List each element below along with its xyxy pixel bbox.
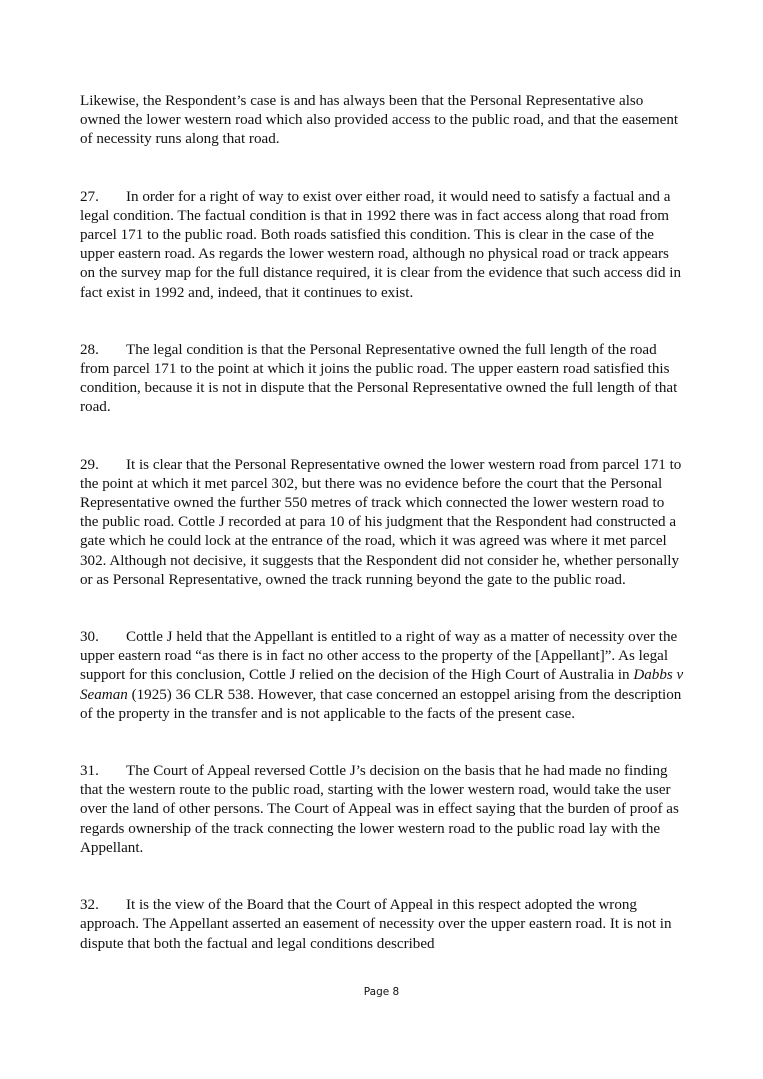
paragraph-text: In order for a right of way to exist over either road, it would need to satisfy a factual and a legal condition. The factual condition is that in 1992 there was in fact access along that road from parcel 171 to the public road. Both roads satisfied this condition. This is clear in the case of the upper eastern road. As regards the lower western road, although no physical road or track appears on the survey map for the full distance required, it is clear from the evidence that such access did in fact exist in 1992 and, indeed, that it continues to exist.	[80, 188, 682, 301]
page-footer	[0, 986, 763, 998]
paragraph-text: It is the view of the Board that the Court of Appeal in this respect adopted the wrong approach. The Appellant asserted an easement of necessity over the upper eastern road. It is not in dispute that both the factual and legal conditions described	[80, 897, 672, 952]
paragraph-32	[80, 896, 686, 954]
paragraph-27	[80, 188, 686, 303]
paragraph-number: 27.	[80, 188, 99, 205]
paragraph-number: 31.	[80, 763, 99, 780]
paragraph-text: Cottle J held that the Appellant is entitled to a right of way as a matter of necessity over the upper eastern road “as there is in fact no other access to the property of the [Appellant]”. As legal support for this conclusion, Cottle J relied on the decision of the High Court of Australia in	[80, 629, 678, 684]
paragraph-number: 28.	[80, 341, 99, 358]
paragraph-30	[80, 628, 686, 724]
page-number: Page 8	[363, 986, 400, 998]
paragraph-number: 29.	[80, 456, 99, 473]
paragraph-number: 32.	[80, 897, 99, 914]
paragraph-text: (1925) 36 CLR 538. However, that case concerned an estoppel arising from the description of the property in the transfer and is not applicable to the facts of the present case.	[80, 686, 682, 722]
paragraph-text: It is clear that the Personal Representative owned the lower western road from parcel 171 to the point at which it met parcel 302, but there was no evidence before the court that the Personal Representative owned the further 550 metres of track which connected the lower western road to the public road. Cottle J recorded at para 10 of his judgment that the Respondent had constructed a gate which he could lock at the entrance of the road, which it was agreed was where it met parcel 302. Although not decisive, it suggests that the Respondent did not consider he, whether personally or as Personal Representative, owned the track running beyond the gate to the public road.	[80, 456, 682, 588]
case-citation: Dabbs v Seaman	[80, 667, 684, 703]
paragraph-29	[80, 456, 686, 590]
paragraph-number: 30.	[80, 629, 99, 646]
paragraph-text: The Court of Appeal reversed Cottle J’s decision on the basis that he had made no finding that the western route to the public road, starting with the lower western road, would take the user over the land of other persons. The Court of Appeal was in effect saying that the burden of proof as regards ownership of the track connecting the lower western road to the public road lay with the Appellant.	[80, 763, 679, 856]
paragraph-28	[80, 341, 686, 418]
paragraph-text: Likewise, the Respondent’s case is and has always been that the Personal Representative also owned the lower western road which also provided access to the public road, and that the easement of necessity runs along that road.	[80, 93, 679, 148]
paragraph-text: The legal condition is that the Personal Representative owned the full length of the road from parcel 171 to the point at which it joins the public road. The upper eastern road satisfied this condition, because it is not in dispute that the Personal Representative owned the full length of that road.	[80, 341, 678, 416]
paragraph-continuation	[80, 92, 686, 150]
document-body	[80, 92, 686, 992]
paragraph-31	[80, 762, 686, 858]
